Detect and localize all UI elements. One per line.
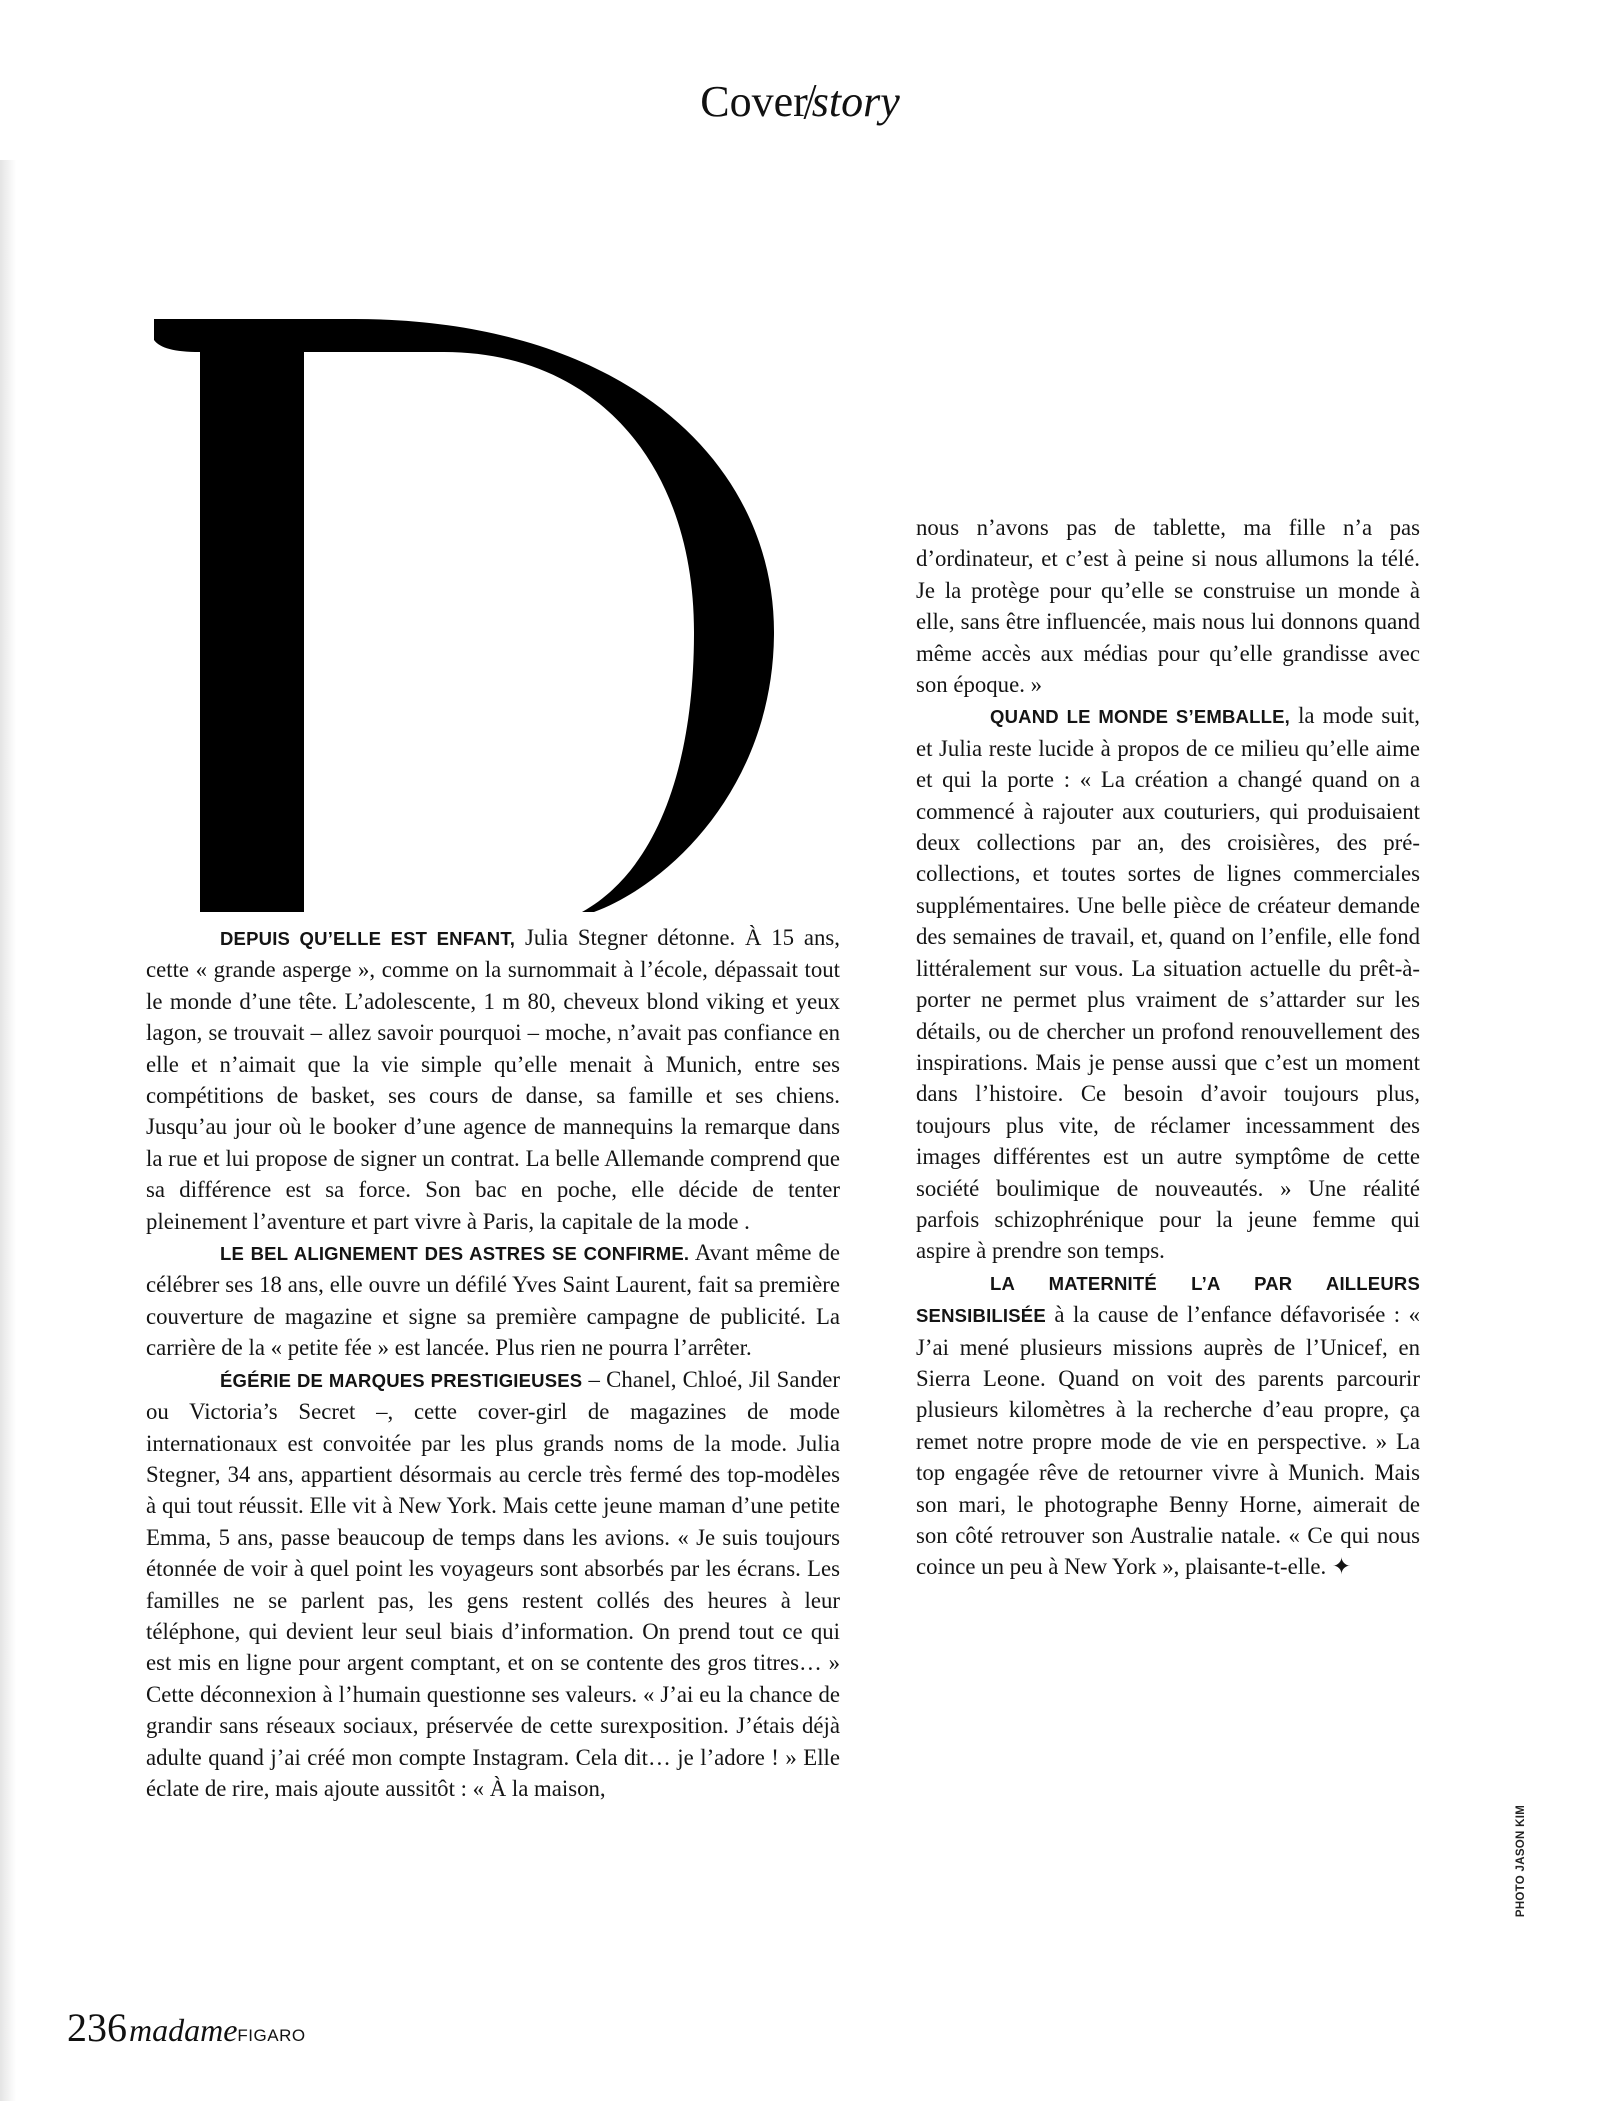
header-story: story [811,77,900,126]
paragraph-5-text: à la cause de l’enfance défavorisée : « J’ai mené plusieurs missions auprès de l’Unicef, en Sierra Leone. Quand on voit des parents parcourir plusieurs kilomètres à la recherche d’eau propre, ça remet notre propre mode de vie en perspective. » La top engagée rêve de retourner vivre à Munich. Mais son mari, le photographe Benny Horne, aimerait de son côté retrouver son Australie natale. « Ce qui nous coince un peu à New York », plaisante-t-elle. ✦ [916,1302,1420,1580]
paragraph-3-text: – Chanel, Chloé, Jil Sander ou Victoria’s Secret –, cette cover-girl de magazines de mode internationaux est convoitée par les plus grands noms de la mode. Julia Stegner, 34 ans, appartient désormais au cercle très fermé des top-modèles à qui tout réussit. Elle vit à New York. Mais cette jeune maman d’une petite Emma, 5 ans, passe beaucoup de temps dans les avions. « Je suis toujours étonnée de voir à quel point les voyageurs sont absorbés par les écrans. Les familles ne se parlent pas, les gens restent collés des heures à leur téléphone, qui devient leur seul biais d’information. On prend tout ce qui est mis en ligne pour argent comptant, et on se contente des gros titres… » Cette déconnexion à l’humain questionne ses valeurs. « J’ai eu la chance de grandir sans réseaux sociaux, préservée de cette surexposition. J’étais déjà adulte quand j’ai créé mon compte Instagram. Cela dit… je l’adore ! » Elle éclate de rire, mais ajoute aussitôt : « À la maison, [146,1366,840,1801]
paragraph-1-lead: DEPUIS QU’ELLE EST ENFANT, [220,928,516,949]
paragraph-1 [146,922,840,1237]
left-column [146,922,840,1804]
paragraph-5-lead: LA MATERNITÉ L’A PAR AILLEURS SENSIBILISÉE [916,1272,1420,1327]
magazine-logo-madame: madame [129,2012,238,2048]
page-number: 236 [67,2005,127,2050]
paragraph-2-text: Avant même de célébrer ses 18 ans, elle ouvre un défilé Yves Saint Laurent, fait sa première couverture de magazine et signe sa première campagne de publicité. La carrière de la « petite fée » est lancée. Plus rien ne pourra l’arrêter. [146,1240,840,1361]
page-gutter-shadow [0,160,16,2101]
drop-cap-label: D [154,312,155,313]
paragraph-4-text: la mode suit, et Julia reste lucide à propos de ce milieu qu’elle aime et qui la porte : « La création a changé quand on a commencé à rajouter aux couturiers, qui produisaient deux collections par an, des croisières, des pré-collections, et toutes sortes de lignes commerciales supplémentaires. Une belle pièce de créateur demande des semaines de travail, et, quand on l’enfile, elle fond littéralement sur vous. La situation actuelle du prêt-à-porter ne permet plus vraiment de s’attarder sur les détails, ou de chercher un profond renouvellement des inspirations. Mais je pense aussi que c’est un moment dans l’histoire. Ce besoin d’avoir toujours plus, toujours plus vite, de réclamer incessamment des images différentes est un autre symptôme de cette société boulimique de nouveautés. » Une réalité parfois schizophrénique pour la jeune femme qui aspire à prendre son temps. [916,703,1420,1264]
header-cover: Cover [700,77,808,126]
section-header [0,76,1600,127]
paragraph-2 [146,1237,840,1364]
drop-cap-letter [154,319,774,912]
paragraph-4-lead: QUAND LE MONDE S’EMBALLE, [990,706,1290,728]
paragraph-5 [916,1267,1420,1583]
magazine-logo-figaro: FIGARO [237,2026,306,2045]
paragraph-3 [146,1364,840,1805]
paragraph-1-text: Julia Stegner détonne. À 15 ans, cette « grande asperge », comme on la surnommait à l’école, dépassait tout le monde d’une tête. L’adolescente, 1 m 80, cheveux blond viking et yeux lagon, se trouvait – allez savoir pourquoi – moche, n’avait pas confiance en elle et n’aimait que la vie simple qu’elle menait à Munich, entre ses compétitions de basket, ses cours de danse, sa famille et ses chiens. Jusqu’au jour où le booker d’une agence de mannequins la remarque dans la rue et lui propose de signer un contrat. La belle Allemande comprend que sa différence est sa force. Son bac en poche, elle décide de tenter pleinement l’aventure et part vivre à Paris, la capitale de la mode . [146,925,840,1234]
photo-credit: PHOTO JASON KIM [1515,1804,1527,1918]
paragraph-continuation: nous n’avons pas de tablette, ma fille n’a pas d’ordinateur, et c’est à peine si nous allumons la télé. Je la protège pour qu’elle se construise un monde à elle, sans être influencée, mais nous lui donnons quand même accès aux médias pour qu’elle grandisse avec son époque. » [916,515,1420,698]
drop-cap [154,312,774,912]
paragraph-3-lead: ÉGÉRIE DE MARQUES PRESTIGIEUSES [220,1369,583,1391]
right-column [916,512,1420,1583]
page-footer [67,2004,306,2051]
paragraph-2-lead: LE BEL ALIGNEMENT DES ASTRES SE CONFIRME. [220,1243,690,1265]
paragraph-4 [916,700,1420,1266]
